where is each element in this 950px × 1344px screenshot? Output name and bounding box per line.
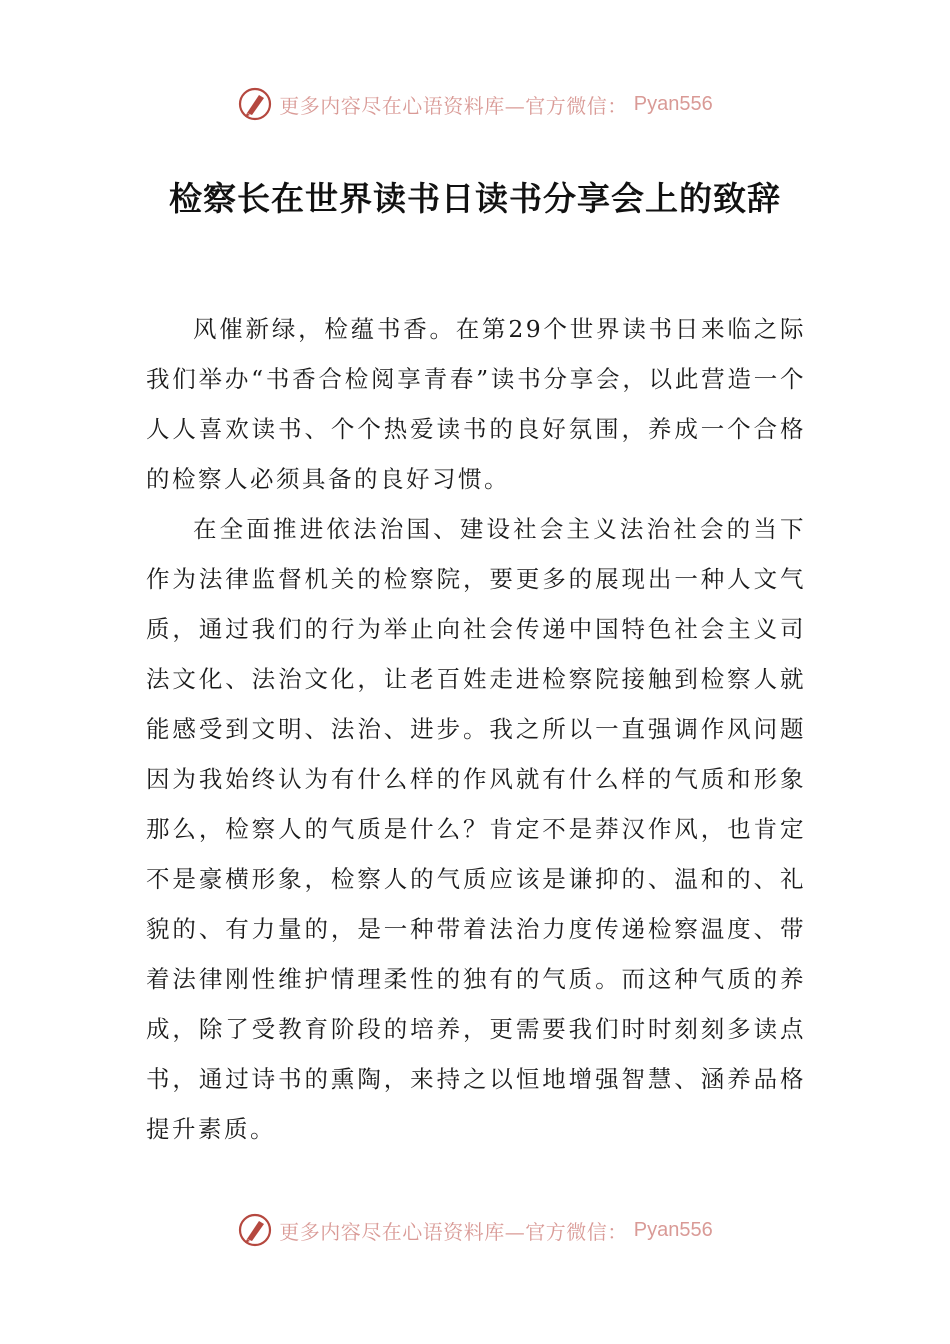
paragraph: 风催新绿，检蕴书香。在第29个世界读书日来临之际我们举办“书香合检阅享青春”读书分享会，以此营造一个人人喜欢读书、个个热爱读书的良好氛围，养成一个合格的检察人必须具备的良好习惯。	[146, 315, 806, 493]
document-title: 检察长在世界读书日读书分享会上的致辞	[169, 179, 781, 218]
paragraph: 在全面推进依法治国、建设社会主义法治社会的当下作为法律监督机关的检察院，要更多的展现出一种人文气质，通过我们的行为举止向社会传递中国特色社会主义司法文化、法治文化，让老百姓走进检察院接触到检察人就能感受到文明、法治、进步。我之所以一直强调作风问题因为我始终认为有什么样的作风就有什么样的气质和形象那么，检察人的气质是什么？肯定不是莽汉作风，也肯定不是豪横形象，检察人的气质应该是谦抑的、温和的、礼貌的、有力量的，是一种带着法治力度传递检察温度、带着法律刚性维护情理柔性的独有的气质。而这种气质的养成，除了受教育阶段的培养，更需要我们时时刻刻多读点书，通过诗书的熏陶，来持之以恒地增强智慧、涵养品格提升素质。	[146, 515, 806, 1143]
watermark-banner-bottom	[0, 1208, 950, 1252]
watermark-banner-top	[0, 82, 950, 126]
watermark-wechat-id: Pyan556	[633, 1218, 713, 1241]
pen-nib-logo-icon	[237, 86, 273, 122]
document-body	[146, 304, 806, 1154]
watermark-site-text: 更多内容尽在心语资料库—官方微信：	[279, 93, 628, 118]
watermark-wechat-id: Pyan556	[633, 92, 713, 115]
watermark-site-text: 更多内容尽在心语资料库—官方微信：	[279, 1219, 628, 1244]
pen-nib-logo-icon	[237, 1212, 273, 1248]
